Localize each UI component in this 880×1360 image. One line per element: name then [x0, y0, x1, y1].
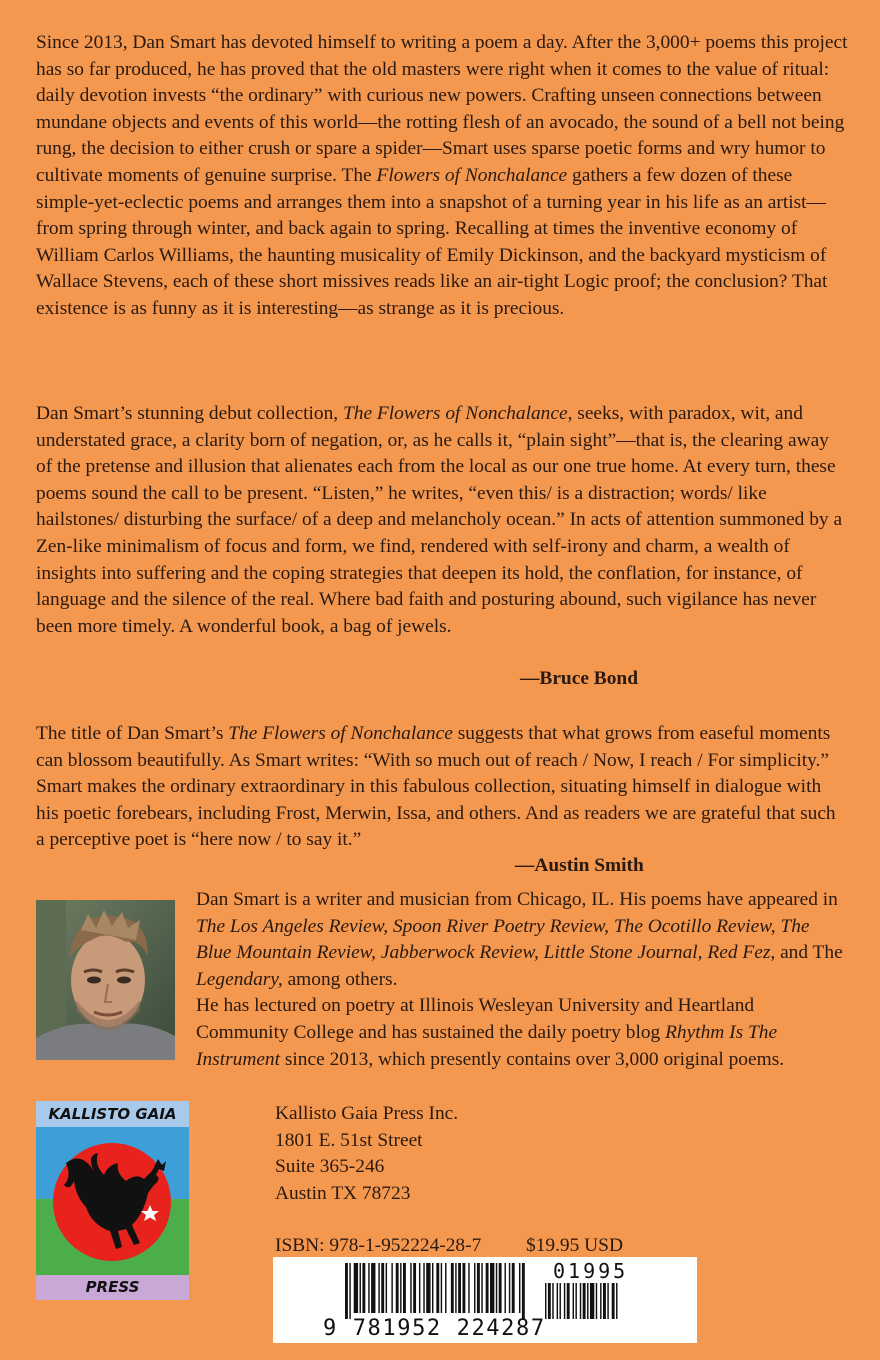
barcode-bar [426, 1263, 430, 1313]
barcode-bar [403, 1263, 406, 1313]
address-line: Austin TX 78723 [275, 1182, 411, 1204]
barcode-bar [386, 1263, 387, 1313]
barcode-bar [490, 1263, 494, 1313]
barcode-addon-digits: 01995 [553, 1259, 629, 1283]
description-paragraph [36, 30, 848, 323]
barcode-addon-bar [616, 1283, 617, 1319]
barcode-bar [391, 1263, 392, 1313]
bio-publication-legendary: Legendary, [196, 968, 283, 990]
barcode-addon-bar [573, 1283, 574, 1319]
barcode-bar [445, 1263, 446, 1313]
logo-top-text: KALLISTO GAIA [48, 1105, 177, 1123]
review-smith-title: The Flowers of Nonchalance [228, 723, 453, 744]
barcode-addon-bar [600, 1283, 601, 1319]
barcode-bar [451, 1263, 454, 1313]
barcode-bar [455, 1263, 456, 1313]
barcode-bar [413, 1263, 416, 1313]
barcode-bar [396, 1263, 399, 1313]
bio-text-e: since 2013, which presently contains over 3,000 original poems. [280, 1048, 785, 1070]
barcode-addon-bar [583, 1283, 586, 1319]
barcode-bar [423, 1263, 424, 1313]
barcode-bar [360, 1263, 361, 1313]
desc-text-b: gathers a few dozen of these simple-yet-eclectic poems and arranges them into a snapshot of a turning year in his life as an artist—from spring through winter, and back again to spring. Recalling at times the inventive economy of William Carlos Williams, the haunting musicality of Emily Dickinson, and the backyard mysticism of Wallace Stevens, each of these short missives reads like an air-tight Logic proof; the conclusion? That existence is as funny as it is interesting—as strange as it is precious. [36, 164, 828, 319]
bio-text-a: Dan Smart is a writer and musician from Chicago, IL. His poems have appeared in [196, 889, 838, 910]
review-bond-title: The Flowers of Nonchalance [342, 403, 568, 424]
review-smith-text-b: suggests that what grows from easeful moments can blossom beautifully. As Smart writes: “With so much out of reach / Now, I reach / For simplicity.” Smart makes the ordinary extraordinary in this fabulous collection, situating himself in dialogue with his poetic forebears, including Frost, Merwin, Issa, and others. And as readers we are grateful that such a perceptive poet is “here now / to say it.” [36, 723, 836, 851]
barcode-bar [499, 1263, 502, 1313]
barcode-bar [481, 1263, 482, 1313]
isbn-label: ISBN: 978-1-952224-28-7 [275, 1235, 482, 1256]
barcode-addon-bar [575, 1283, 576, 1319]
barcode-addon-bar [548, 1283, 551, 1319]
price-label: $19.95 USD [526, 1235, 623, 1256]
barcode-bar [345, 1263, 348, 1319]
barcode-addon-bar [607, 1283, 608, 1319]
barcode-addon-bar [552, 1283, 553, 1319]
barcode-bar [477, 1263, 480, 1313]
attribution-bond: —Bruce Bond [520, 668, 638, 689]
barcode-addon-bar [567, 1283, 570, 1319]
barcode-bar [419, 1263, 420, 1313]
barcode-bar [381, 1263, 384, 1313]
rooster-icon [36, 1101, 189, 1300]
barcode-addon-bar [545, 1283, 546, 1319]
barcode-bar [441, 1263, 442, 1313]
barcode-bar [505, 1263, 506, 1313]
review-bond-text-b: , seeks, with paradox, wit, and understated grace, a clarity born of negation, or, as he calls it, “plain sight”—that is, the clearing away of the pretense and illusion that alienates each from the local as our one true home. At every turn, these poems sound the call to be present. “Listen,” he writes, “even this/ is a distraction; words/ like hailstones/ disturbing the surface/ of a deep and melancholy ocean.” In acts of attention summoned by a Zen-like minimalism of focus and form, we find, rendered with self-irony and charm, a wealth of insights into suffering and the coping strategies that deepen its hold, the conflation, for instance, of language and the silence of the real. Where bad faith and posturing abound, such vigilance has never been more timely. A wonderful book, a bag of jewels. [36, 403, 843, 637]
barcode-addon-bar [603, 1283, 606, 1319]
barcode-bar [349, 1263, 350, 1319]
barcode-bar [458, 1263, 461, 1313]
barcode-digits: 9 781952 224287 [323, 1316, 546, 1341]
barcode-bar [436, 1263, 439, 1313]
review-bond [36, 401, 848, 640]
desc-text-a: Since 2013, Dan Smart has devoted himself to writing a poem a day. After the 3,000+ poems this project has so far produced, he has proved that the old masters were right when it comes to the value of ritual: daily devotion invests “the ordinary” with curious new powers. Crafting unseen connections between mundane objects and events of this world—the rotting flesh of an avocado, the sound of a bell not being rung, the decision to either crush or spare a spider—Smart uses sparse poetic forms and wry humor to cultivate moments of genuine surprise. The [36, 32, 848, 186]
barcode-bar [512, 1263, 515, 1313]
address-line: Kallisto Gaia Press Inc. [275, 1103, 459, 1124]
bio-text-b: and The [775, 942, 843, 964]
review-bond-text-a: Dan Smart’s stunning debut collection, [36, 403, 343, 424]
barcode-bar [462, 1263, 465, 1313]
review-smith-text-a: The title of Dan Smart’s [36, 723, 229, 744]
bio-text-c: among others. [282, 968, 398, 990]
barcode [273, 1257, 697, 1343]
barcode-bar [432, 1263, 433, 1313]
logo-bottom-text: PRESS [85, 1278, 140, 1296]
barcode-bar [410, 1263, 411, 1313]
bio-text-d: He has lectured on poetry at Illinois Wesleyan University and Heartland Community College and has sustained the daily poetry blog [196, 995, 755, 1043]
bio-publications: The Los Angeles Review, Spoon River Poetry Review, The Ocotillo Review, The Blue Mountain Review, Jabberwock Review, Little Stone Journal, Red Fez, [196, 915, 810, 964]
barcode-bar [368, 1263, 369, 1313]
author-photo [36, 900, 175, 1060]
barcode-bar [354, 1263, 358, 1313]
barcode-bar [468, 1263, 469, 1313]
barcode-addon-bar [612, 1283, 615, 1319]
barcode-addon-bar [560, 1283, 561, 1319]
barcode-bar [400, 1263, 401, 1313]
barcode-addon-bar [596, 1283, 597, 1319]
publisher-address [275, 1101, 458, 1207]
bio-blog-name: Rhythm Is The Instrument [196, 1021, 778, 1070]
review-smith [36, 721, 848, 854]
book-title: Flowers of Nonchalance [376, 164, 568, 186]
barcode-addon-bar [587, 1283, 588, 1319]
barcode-bar [474, 1263, 475, 1313]
barcode-bar [378, 1263, 379, 1313]
attribution-smith: —Austin Smith [515, 855, 644, 876]
address-line: 1801 E. 51st Street [275, 1129, 423, 1151]
barcode-addon-bar [590, 1283, 594, 1319]
barcode-bar [362, 1263, 365, 1313]
barcode-bar [496, 1263, 497, 1313]
address-line: Suite 365-246 [275, 1156, 385, 1178]
barcode-bar [486, 1263, 489, 1313]
barcode-bar [519, 1263, 520, 1313]
barcode-bar [371, 1263, 375, 1313]
author-bio [196, 887, 846, 1073]
barcode-addon-bar [580, 1283, 581, 1319]
barcode-addon-bar [557, 1283, 558, 1319]
barcode-addon-bar [564, 1283, 565, 1319]
publisher-logo [36, 1101, 189, 1300]
barcode-bar [522, 1263, 525, 1319]
barcode-bar [509, 1263, 510, 1313]
